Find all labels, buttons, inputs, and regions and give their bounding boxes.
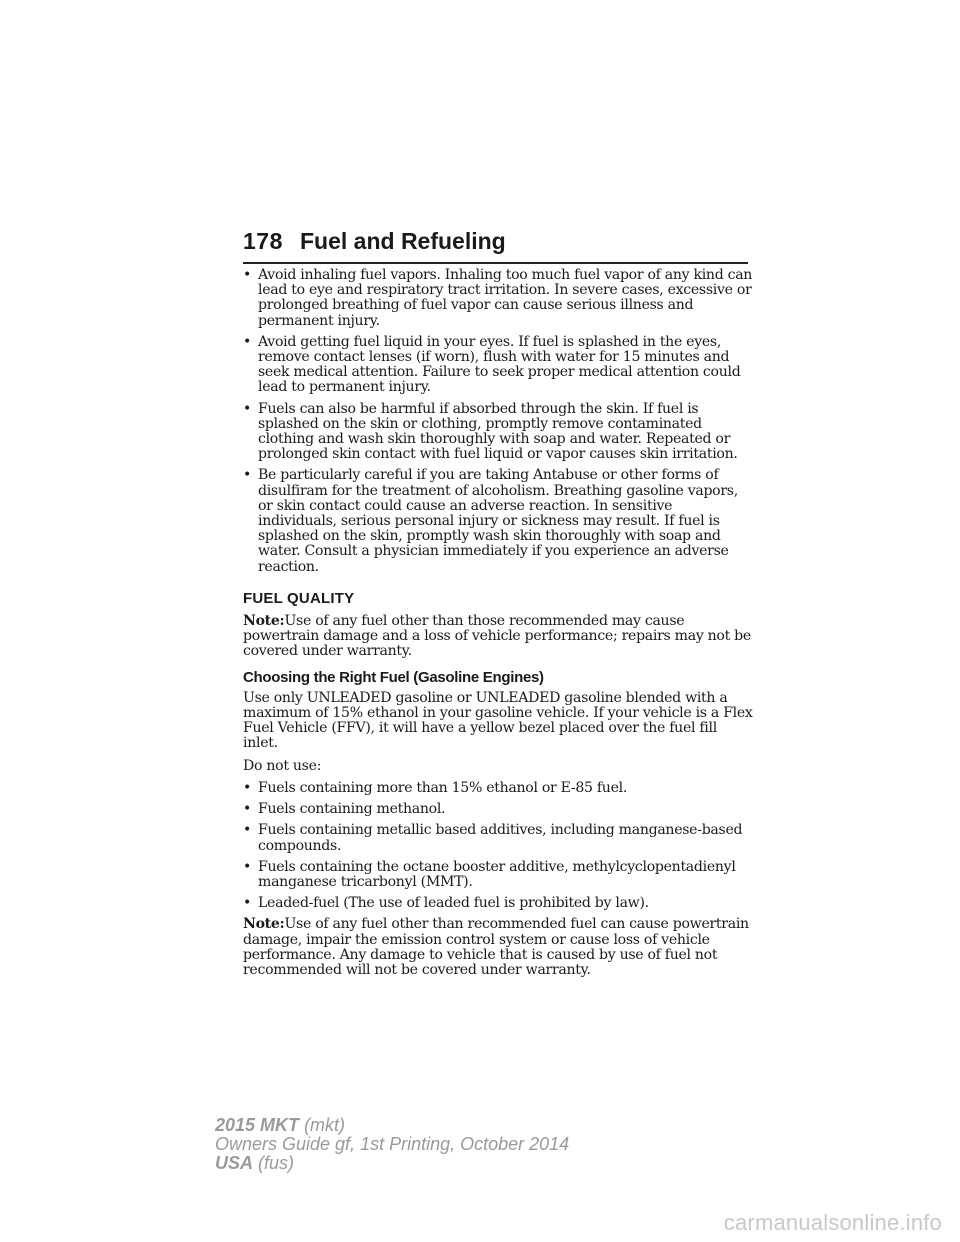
note-label: Note:	[243, 916, 285, 933]
list-item-text: Fuels containing metallic based additives, including manganese-based compounds.	[258, 822, 743, 854]
section-title: Fuel and Refueling	[300, 228, 506, 254]
bullet-marker: •	[243, 267, 252, 283]
do-not-use-label: Do not use:	[243, 757, 322, 774]
page-number: 178	[243, 228, 283, 254]
footer-line-model	[215, 1116, 569, 1135]
watermark: carmanualsonline.info	[723, 1210, 942, 1235]
bullet-marker: •	[243, 333, 252, 350]
list-item	[243, 823, 753, 853]
bullet-marker: •	[243, 858, 252, 875]
list-item-text: Fuels containing more than 15% ethanol or E-85 fuel.	[258, 779, 628, 796]
note-text: Use of any fuel other than recommended fuel can cause powertrain damage, impair the emission control system or cause loss of vehicle performance. Any damage to vehicle that is caused by use of fuel not recommended will not be covered under warranty.	[243, 916, 749, 978]
page-header	[243, 226, 748, 264]
safety-bullet-list	[243, 268, 753, 575]
list-item	[243, 468, 753, 574]
do-not-use-list	[243, 781, 753, 911]
footer-model: 2015 MKT	[215, 1115, 300, 1135]
note-label: Note:	[243, 613, 285, 630]
bullet-marker: •	[243, 779, 252, 796]
bullet-marker: •	[243, 822, 252, 839]
list-item-text: Be particularly careful if you are taking Antabuse or other forms of disulfiram for the treatment of alcoholism. Breathing gasoline vapors, or skin contact could cause an adverse reaction. In sensitive individuals, serious personal injury or sickness may result. If fuel is splashed on the skin, promptly wash skin thoroughly with soap and water. Consult a physician immediately if you experience an adverse reaction.	[258, 467, 738, 575]
choosing-fuel-heading: Choosing the Right Fuel (Gasoline Engines)	[243, 668, 544, 686]
footer-market-code: (fus)	[258, 1153, 295, 1173]
footer-model-code: (mkt)	[304, 1115, 346, 1135]
list-item	[243, 860, 753, 890]
bullet-marker: •	[243, 895, 252, 912]
page-body	[243, 268, 753, 985]
bullet-marker: •	[243, 467, 252, 484]
list-item	[243, 268, 753, 329]
warranty-note	[243, 917, 753, 978]
list-item-text: Fuels containing methanol.	[258, 801, 446, 818]
bullet-marker: •	[243, 801, 252, 818]
list-item-text: Avoid getting fuel liquid in your eyes. If fuel is splashed in the eyes, remove contact lenses (if worn), flush with water for 15 minutes and seek medical attention. Failure to seek proper medical attention could lead to permanent injury.	[258, 333, 741, 396]
footer-line-market	[215, 1154, 569, 1173]
list-item-text: Fuels containing the octane booster additive, methylcyclopentadienyl manganese tricarbonyl (MMT).	[258, 858, 736, 890]
note-text: Use of any fuel other than those recommended may cause powertrain damage and a loss of vehicle performance; repairs may not be covered under warranty.	[243, 613, 751, 660]
bullet-marker: •	[243, 400, 252, 417]
fuel-quality-note	[243, 614, 753, 660]
list-item	[243, 896, 753, 911]
list-item-text: Avoid inhaling fuel vapors. Inhaling too much fuel vapor of any kind can lead to eye and respiratory tract irritation. In severe cases, excessive or prolonged breathing of fuel vapor can cause serious illness and permanent injury.	[258, 267, 753, 329]
list-item	[243, 335, 753, 396]
footer-line-printing: Owners Guide gf, 1st Printing, October 2014	[215, 1134, 570, 1154]
list-item	[243, 802, 753, 817]
fuel-quality-heading: FUEL QUALITY	[243, 589, 355, 607]
list-item	[243, 402, 753, 463]
footer-market: USA	[215, 1153, 254, 1173]
choosing-fuel-paragraph: Use only UNLEADED gasoline or UNLEADED gasoline blended with a maximum of 15% ethanol in your gasoline vehicle. If your vehicle is a Flex Fuel Vehicle (FFV), it will have a yellow bezel placed over the fuel fill inlet.	[243, 689, 753, 752]
list-item	[243, 781, 753, 796]
list-item-text: Leaded-fuel (The use of leaded fuel is prohibited by law).	[258, 895, 649, 912]
list-item-text: Fuels can also be harmful if absorbed through the skin. If fuel is splashed on the skin or clothing, promptly remove contaminated clothing and wash skin thoroughly with soap and water. Repeated or prolonged skin contact with fuel liquid or vapor causes skin irritation.	[258, 400, 738, 463]
print-footer	[215, 1116, 569, 1173]
